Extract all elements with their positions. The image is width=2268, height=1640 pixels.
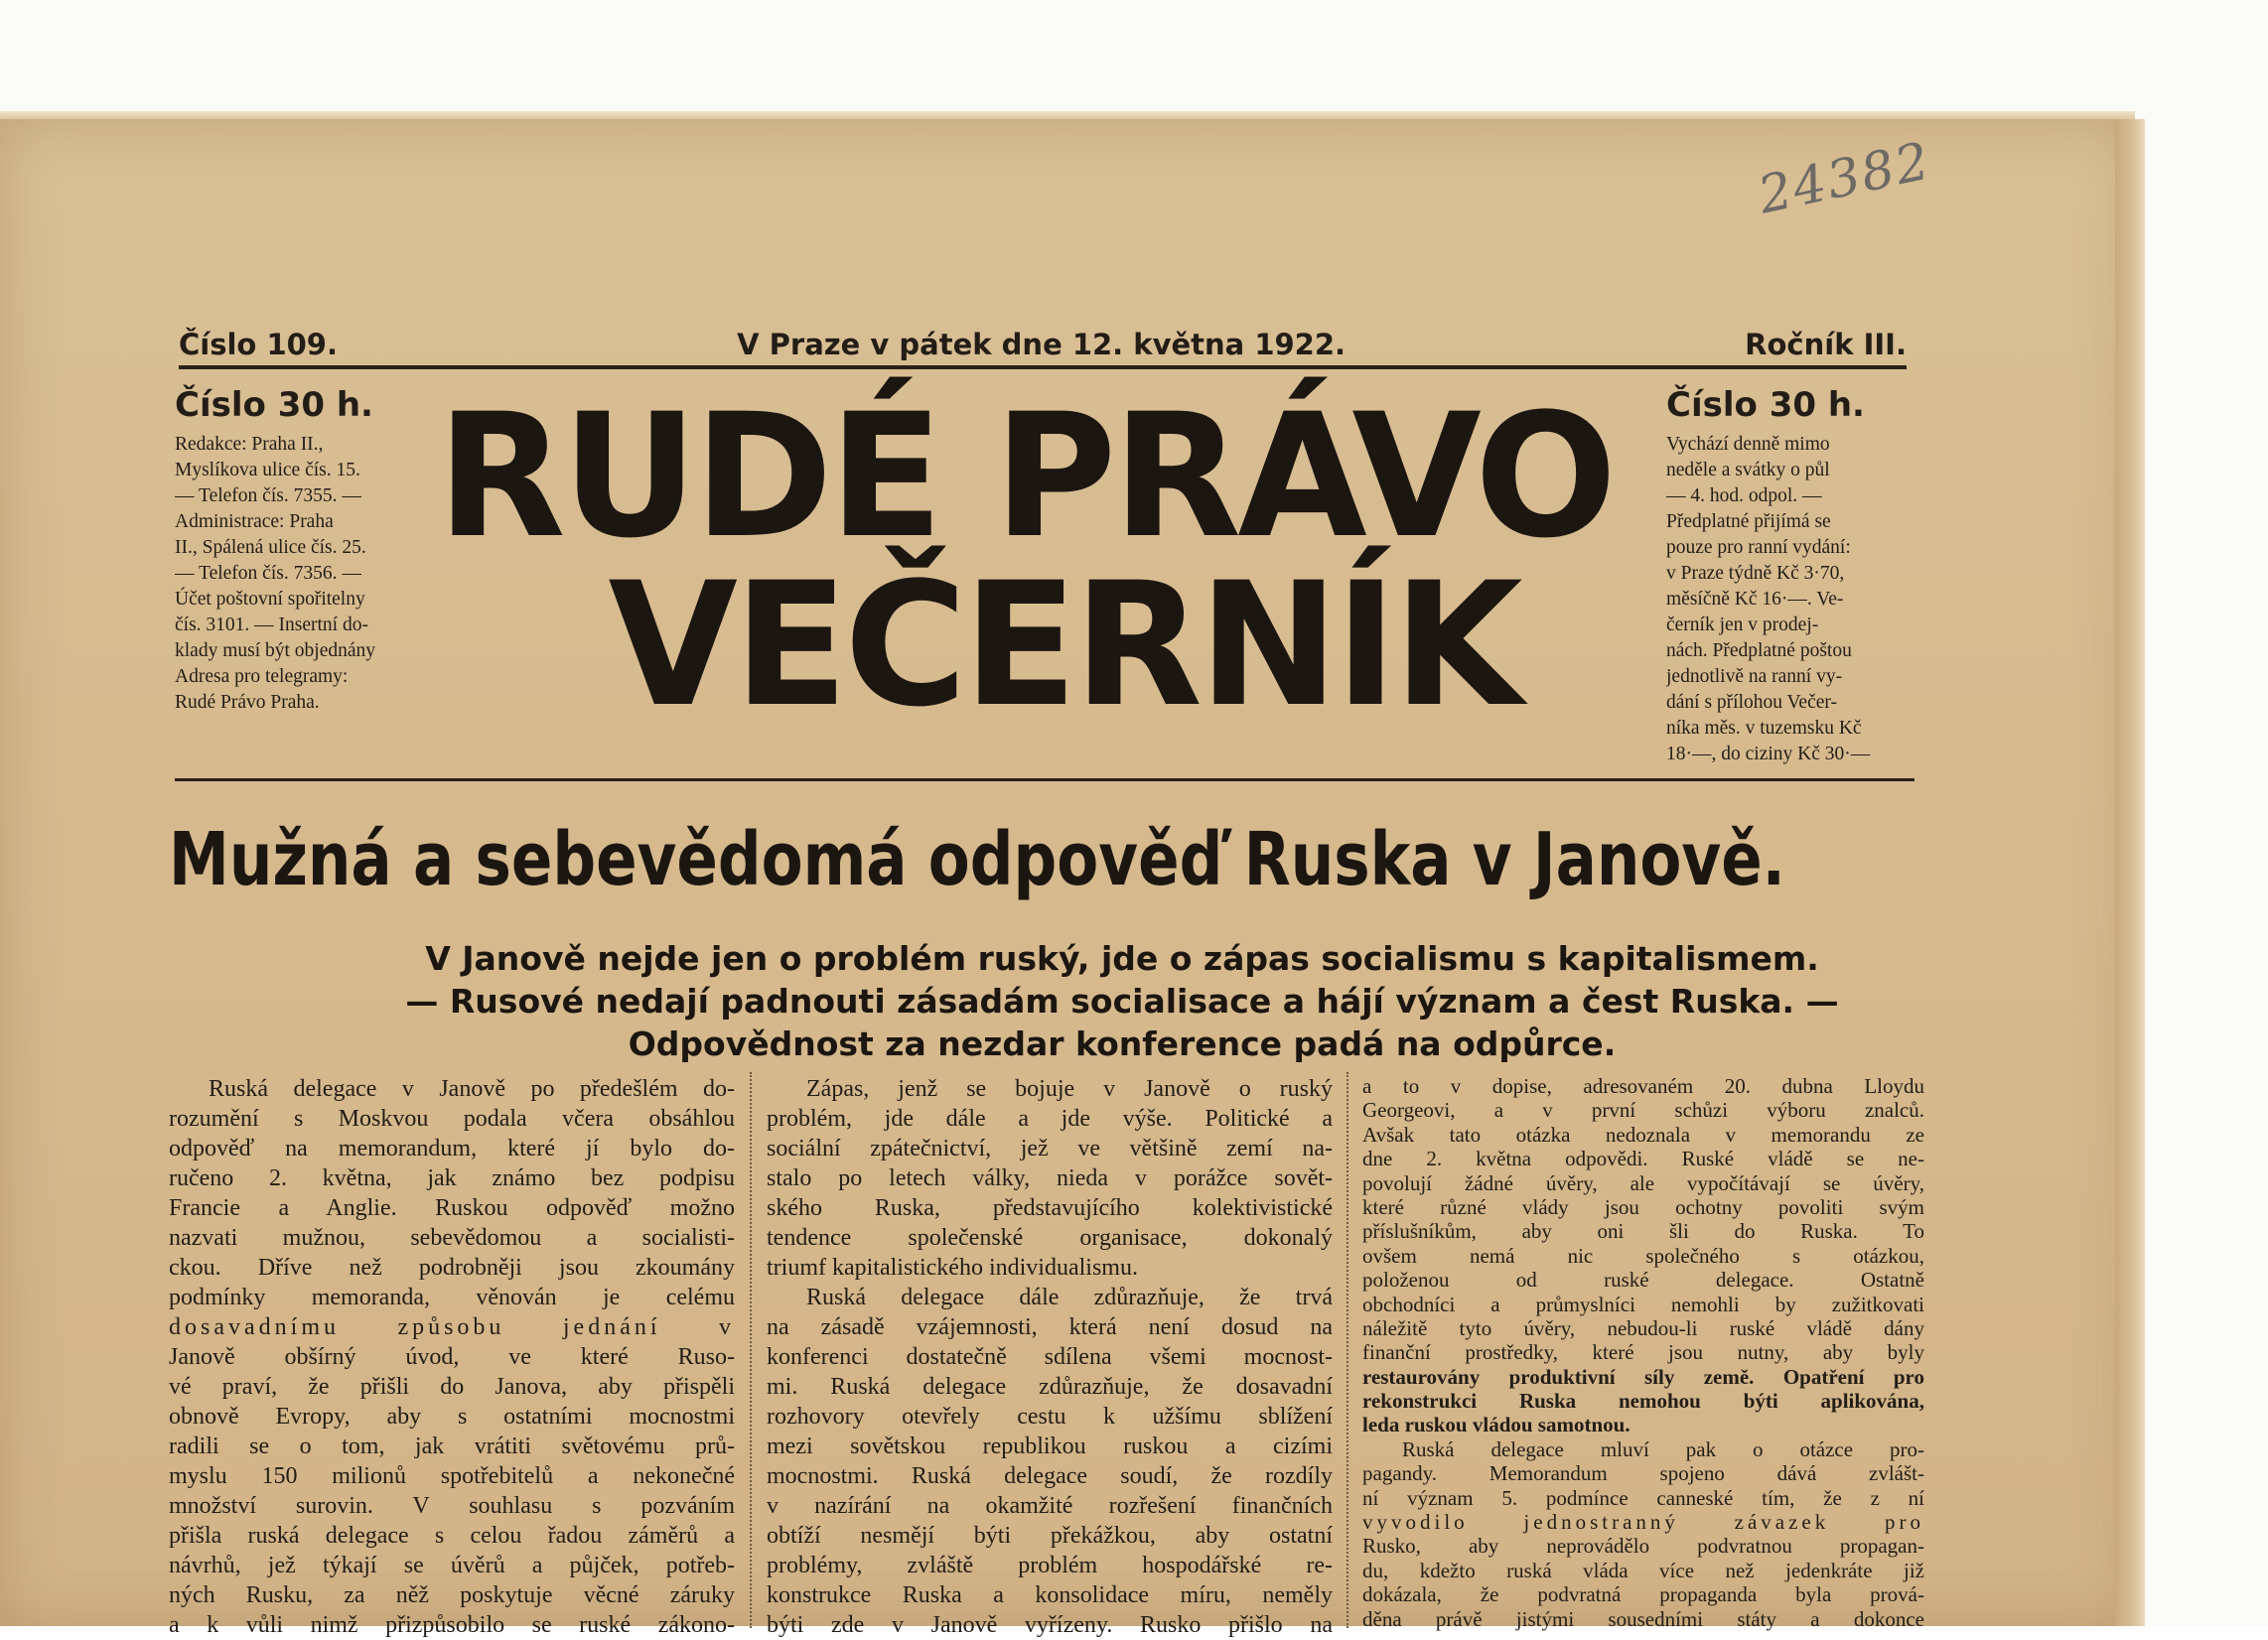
dateline bbox=[179, 328, 1907, 369]
column-line: podmínky memoranda, věnován je celému bbox=[169, 1285, 735, 1310]
column-line: náležitě tyto úvěry, nebudou-li ruské vládě dány bbox=[1362, 1315, 1924, 1340]
right-box-line: neděle a svátky o půl bbox=[1666, 460, 1830, 480]
column-line: děna právě jistými sousedními státy a dokonce bbox=[1362, 1606, 1924, 1631]
column-line: a to v dopise, adresovaném 20. dubna Lloydu bbox=[1362, 1074, 1924, 1098]
right-price: Číslo 30 h. bbox=[1666, 385, 1865, 425]
column-line: příslušníkům, aby oni šli do Ruska. To bbox=[1362, 1219, 1924, 1244]
left-box-line: Myslíkova ulice čís. 15. bbox=[175, 460, 360, 480]
left-box-line: čís. 3101. — Insertní do- bbox=[175, 615, 368, 635]
column-line: dne 2. května odpovědi. Ruské vládě se ne- bbox=[1362, 1147, 1924, 1171]
column-line: finanční prostředky, které jsou nutny, aby byly bbox=[1362, 1340, 1924, 1365]
article-column-2 bbox=[767, 1074, 1333, 1640]
right-box-line: nách. Předplatné poštou bbox=[1666, 640, 1852, 661]
column-line: du, kdežto ruská vláda více než jedenkráte již bbox=[1362, 1558, 1924, 1582]
column-line: množství surovin. V souhlasu s pozváním bbox=[169, 1493, 735, 1519]
article-column-1 bbox=[169, 1074, 735, 1640]
column-line: na zásadě vzájemnosti, která není dosud na bbox=[767, 1314, 1333, 1340]
right-box-line: černík jen v prodej- bbox=[1666, 615, 1819, 635]
column-line: rozhovory otevřely cestu k užšímu sblížení bbox=[767, 1404, 1333, 1430]
column-line: vé praví, že přišli do Janova, aby přispěli bbox=[169, 1374, 735, 1400]
left-box-line: Redakce: Praha II., bbox=[175, 434, 324, 455]
right-box-line: níka měs. v tuzemsku Kč bbox=[1666, 718, 1862, 739]
column-line: povolují žádné úvěry, ale vypočítávají se úvěry, bbox=[1362, 1170, 1924, 1195]
column-line: Ruská delegace v Janově po předešlém do- bbox=[209, 1076, 735, 1102]
left-price: Číslo 30 h. bbox=[175, 385, 373, 425]
column-line: mezi sovětskou republikou ruskou a cizími bbox=[767, 1434, 1333, 1459]
column-line: nazvati mužnou, sebevědomou a socialisti- bbox=[169, 1225, 735, 1251]
right-box-line: v Praze týdně Kč 3·70, bbox=[1666, 563, 1845, 584]
column-line: ručeno 2. května, jak známo bez podpisu bbox=[169, 1165, 735, 1191]
column-line: obchodníci a průmyslníci nemohli by zužitkovati bbox=[1362, 1292, 1924, 1316]
left-box-line: klady musí být objednány bbox=[175, 640, 376, 661]
issue-date: V Praze v pátek dne 12. května 1922. bbox=[737, 328, 1347, 361]
column-line: Janově obšírný úvod, ve které Ruso- bbox=[169, 1344, 735, 1370]
column-line: radili se o tom, jak vrátiti světovému prů- bbox=[169, 1434, 735, 1459]
column-line: myslu 150 milionů spotřebitelů a nekonečné bbox=[169, 1463, 735, 1489]
column-line: leda ruskou vládou samotnou. bbox=[1362, 1413, 1630, 1437]
column-line: problémy, zvláště problém hospodářské re- bbox=[767, 1553, 1333, 1578]
column-line: tendence společenské organisace, dokonalý bbox=[767, 1225, 1333, 1251]
column-line: dokázala, že podvratná propaganda byla prová- bbox=[1362, 1582, 1924, 1607]
article-column-3 bbox=[1362, 1074, 1924, 1631]
left-box-line: — Telefon čís. 7356. — bbox=[175, 563, 361, 584]
column-line: býti zde v Janově vyřízeny. Rusko přišlo na bbox=[767, 1612, 1333, 1638]
main-headline: Mužná a sebevědomá odpověď Ruska v Janově. bbox=[169, 817, 1785, 902]
right-box-line: 18·—, do ciziny Kč 30·— bbox=[1666, 744, 1871, 764]
column-line: pagandy. Memorandum spojeno dává zvlášt- bbox=[1362, 1461, 1924, 1486]
column-line: návrhů, jež týkají se úvěrů a půjček, potřeb- bbox=[169, 1553, 735, 1578]
left-box-line: Rudé Právo Praha. bbox=[175, 692, 320, 713]
subheadline-line: Odpovědnost za nezdar konference padá na odpůrce. bbox=[628, 1025, 1617, 1063]
column-line: obtíží nesmějí býti překážkou, aby ostatní bbox=[767, 1523, 1333, 1549]
right-box-line: Předplatné přijímá se bbox=[1666, 511, 1831, 532]
column-line: Zápas, jenž se bojuje v Janově o ruský bbox=[806, 1076, 1333, 1102]
column-line: ní význam 5. podmínce canneské tím, že z ní bbox=[1362, 1485, 1924, 1510]
column-line: mi. Ruská delegace zdůrazňuje, že dosavadní bbox=[767, 1374, 1333, 1400]
column-line: a k vůli nimž přizpůsobilo se ruské zákono- bbox=[169, 1612, 735, 1638]
masthead-line-1: RUDÉ PRÁVO bbox=[437, 376, 1614, 576]
column-line: položenou od ruské delegace. Ostatně bbox=[1362, 1268, 1924, 1293]
right-box-line: pouze pro ranní vydání: bbox=[1666, 537, 1851, 558]
subheadline-line: — Rusové nedají padnouti zásadám socialisace a hájí význam a čest Ruska. — bbox=[405, 982, 1839, 1021]
subheadline-line: V Janově nejde jen o problém ruský, jde o zápas socialismu s kapitalismem. bbox=[425, 939, 1819, 978]
column-line: rozumění s Moskvou podala včera obsáhlou bbox=[169, 1106, 735, 1132]
left-box-line: Adresa pro telegramy: bbox=[175, 666, 349, 687]
left-box-line: — Telefon čís. 7355. — bbox=[175, 485, 361, 506]
column-line: sociální zpátečnictví, jež ve většině zemí na- bbox=[767, 1136, 1333, 1162]
column-line: v nazírání na okamžité rozřešení finančních bbox=[767, 1493, 1333, 1519]
right-box-line: jednotlivě na ranní vy- bbox=[1666, 666, 1843, 687]
left-box-line: Účet poštovní spořitelny bbox=[175, 589, 365, 610]
right-ear-box bbox=[1666, 382, 1913, 767]
right-box-line: dání s přílohou Večer- bbox=[1666, 692, 1837, 713]
column-line: obnově Evropy, aby s ostatními mocnostmi bbox=[169, 1404, 735, 1430]
column-line: Ruská delegace mluví pak o otázce pro- bbox=[1402, 1436, 1924, 1461]
right-box-line: — 4. hod. odpol. — bbox=[1666, 485, 1822, 506]
column-line: Francie a Anglie. Ruskou odpověď možno bbox=[169, 1195, 735, 1221]
column-line: přišla ruská delegace s celou řadou záměrů a bbox=[169, 1523, 735, 1549]
column-line: Georgeovi, a v první schůzi výboru znalců. bbox=[1362, 1098, 1924, 1123]
right-box-line: Vychází denně mimo bbox=[1666, 434, 1830, 455]
column-line: ných Rusku, za něž poskytuje věcné záruky bbox=[169, 1582, 735, 1608]
column-line: Avšak tato otázka nedoznala v memorandu ze bbox=[1362, 1122, 1924, 1147]
column-line: ckou. Dříve než podrobněji jsou zkoumány bbox=[169, 1255, 735, 1281]
issue-number: Číslo 109. bbox=[179, 328, 338, 361]
left-box-line: Administrace: Praha bbox=[175, 511, 334, 532]
masthead-line-2: VEČERNÍK bbox=[608, 545, 1519, 745]
column-line: rekonstrukci Ruska nemohou býti aplikována, bbox=[1362, 1389, 1924, 1414]
column-line: vyvodilo jednostranný závazek pro bbox=[1362, 1510, 1924, 1535]
pencil-inventory-number: 24382 bbox=[1753, 131, 1936, 226]
subheadline bbox=[328, 937, 1916, 1065]
column-line: dosavadnímu způsobu jednání v bbox=[169, 1314, 735, 1340]
column-line: odpověď na memorandum, které jí bylo do- bbox=[169, 1136, 735, 1162]
column-line: restaurovány produktivní síly země. Opatření pro bbox=[1362, 1364, 1924, 1389]
column-line: problém, jde dále a jde výše. Politické a bbox=[767, 1106, 1333, 1132]
column-line: ovšem nemá nic společného s otázkou, bbox=[1362, 1243, 1924, 1268]
volume-number: Ročník III. bbox=[1745, 328, 1907, 361]
paper-fold-edge bbox=[2115, 119, 2145, 1626]
column-line: triumf kapitalistického individualismu. bbox=[767, 1255, 1138, 1281]
left-box-line: II., Spálená ulice čís. 25. bbox=[175, 537, 366, 558]
column-line: stalo po letech války, nieda v porážce sovět- bbox=[767, 1165, 1333, 1191]
column-line: Rusko, aby neprovádělo podvratnou propagan- bbox=[1362, 1534, 1924, 1559]
column-line: ského Ruska, představujícího kolektivistické bbox=[767, 1195, 1333, 1221]
masthead-rule bbox=[175, 778, 1914, 781]
column-line: mocnostmi. Ruská delegace soudí, že rozdíly bbox=[767, 1463, 1333, 1489]
column-line: Ruská delegace dále zdůrazňuje, že trvá bbox=[806, 1285, 1333, 1310]
right-box-line: měsíčně Kč 16·—. Ve- bbox=[1666, 589, 1844, 610]
column-line: které různé vlády jsou ochotny povoliti svým bbox=[1362, 1194, 1924, 1219]
column-divider bbox=[1347, 1072, 1349, 1628]
column-divider bbox=[750, 1072, 753, 1628]
column-line: konstrukce Ruska a konsolidace míru, neměly bbox=[767, 1582, 1333, 1608]
column-line: konferenci dostatečně sdílena všemi mocnost- bbox=[767, 1344, 1333, 1370]
left-ear-box bbox=[175, 382, 428, 716]
masthead bbox=[437, 376, 1633, 745]
